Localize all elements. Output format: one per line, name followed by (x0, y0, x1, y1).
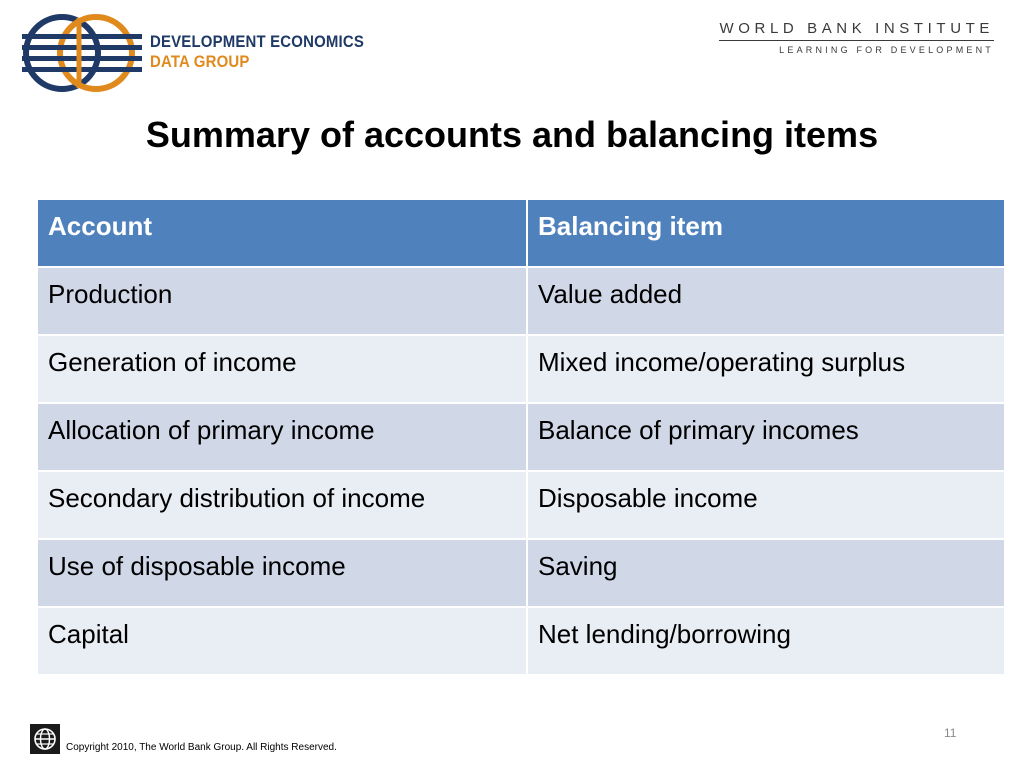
wbi-title: WORLD BANK INSTITUTE (719, 20, 994, 41)
world-bank-institute-logo (719, 20, 994, 55)
balancing-item-cell: Disposable income (527, 471, 1005, 539)
development-economics-logo (22, 12, 364, 94)
slide-title: Summary of accounts and balancing items (145, 114, 879, 155)
balancing-item-cell: Net lending/borrowing (527, 607, 1005, 675)
table-row (37, 403, 1005, 471)
table-header-row (37, 199, 1005, 267)
logo-text (150, 32, 364, 72)
balancing-item-cell: Value added (527, 267, 1005, 335)
wbi-subtitle: LEARNING FOR DEVELOPMENT (779, 45, 994, 55)
balancing-item-cell: Mixed income/operating surplus (527, 335, 1005, 403)
page-number: 11 (944, 726, 957, 740)
account-cell: Secondary distribution of income (37, 471, 527, 539)
balancing-item-cell: Balance of primary incomes (527, 403, 1005, 471)
copyright-text: Copyright 2010, The World Bank Group. All Rights Reserved. (66, 742, 337, 753)
account-cell: Production (37, 267, 527, 335)
table-row (37, 539, 1005, 607)
table-row (37, 607, 1005, 675)
account-cell: Capital (37, 607, 527, 675)
table-row (37, 335, 1005, 403)
column-header-balancing-item: Balancing item (527, 199, 1005, 267)
balancing-item-cell: Saving (527, 539, 1005, 607)
account-cell: Use of disposable income (37, 539, 527, 607)
table-row (37, 267, 1005, 335)
globe-logo-icon (22, 12, 146, 94)
column-header-account: Account (37, 199, 527, 267)
accounts-table (36, 198, 1006, 676)
world-bank-globe-icon (30, 724, 60, 754)
logo-line-1: DEVELOPMENT ECONOMICS (150, 32, 364, 51)
table-row (37, 471, 1005, 539)
account-cell: Generation of income (37, 335, 527, 403)
logo-line-2: DATA GROUP (150, 52, 250, 71)
account-cell: Allocation of primary income (37, 403, 527, 471)
